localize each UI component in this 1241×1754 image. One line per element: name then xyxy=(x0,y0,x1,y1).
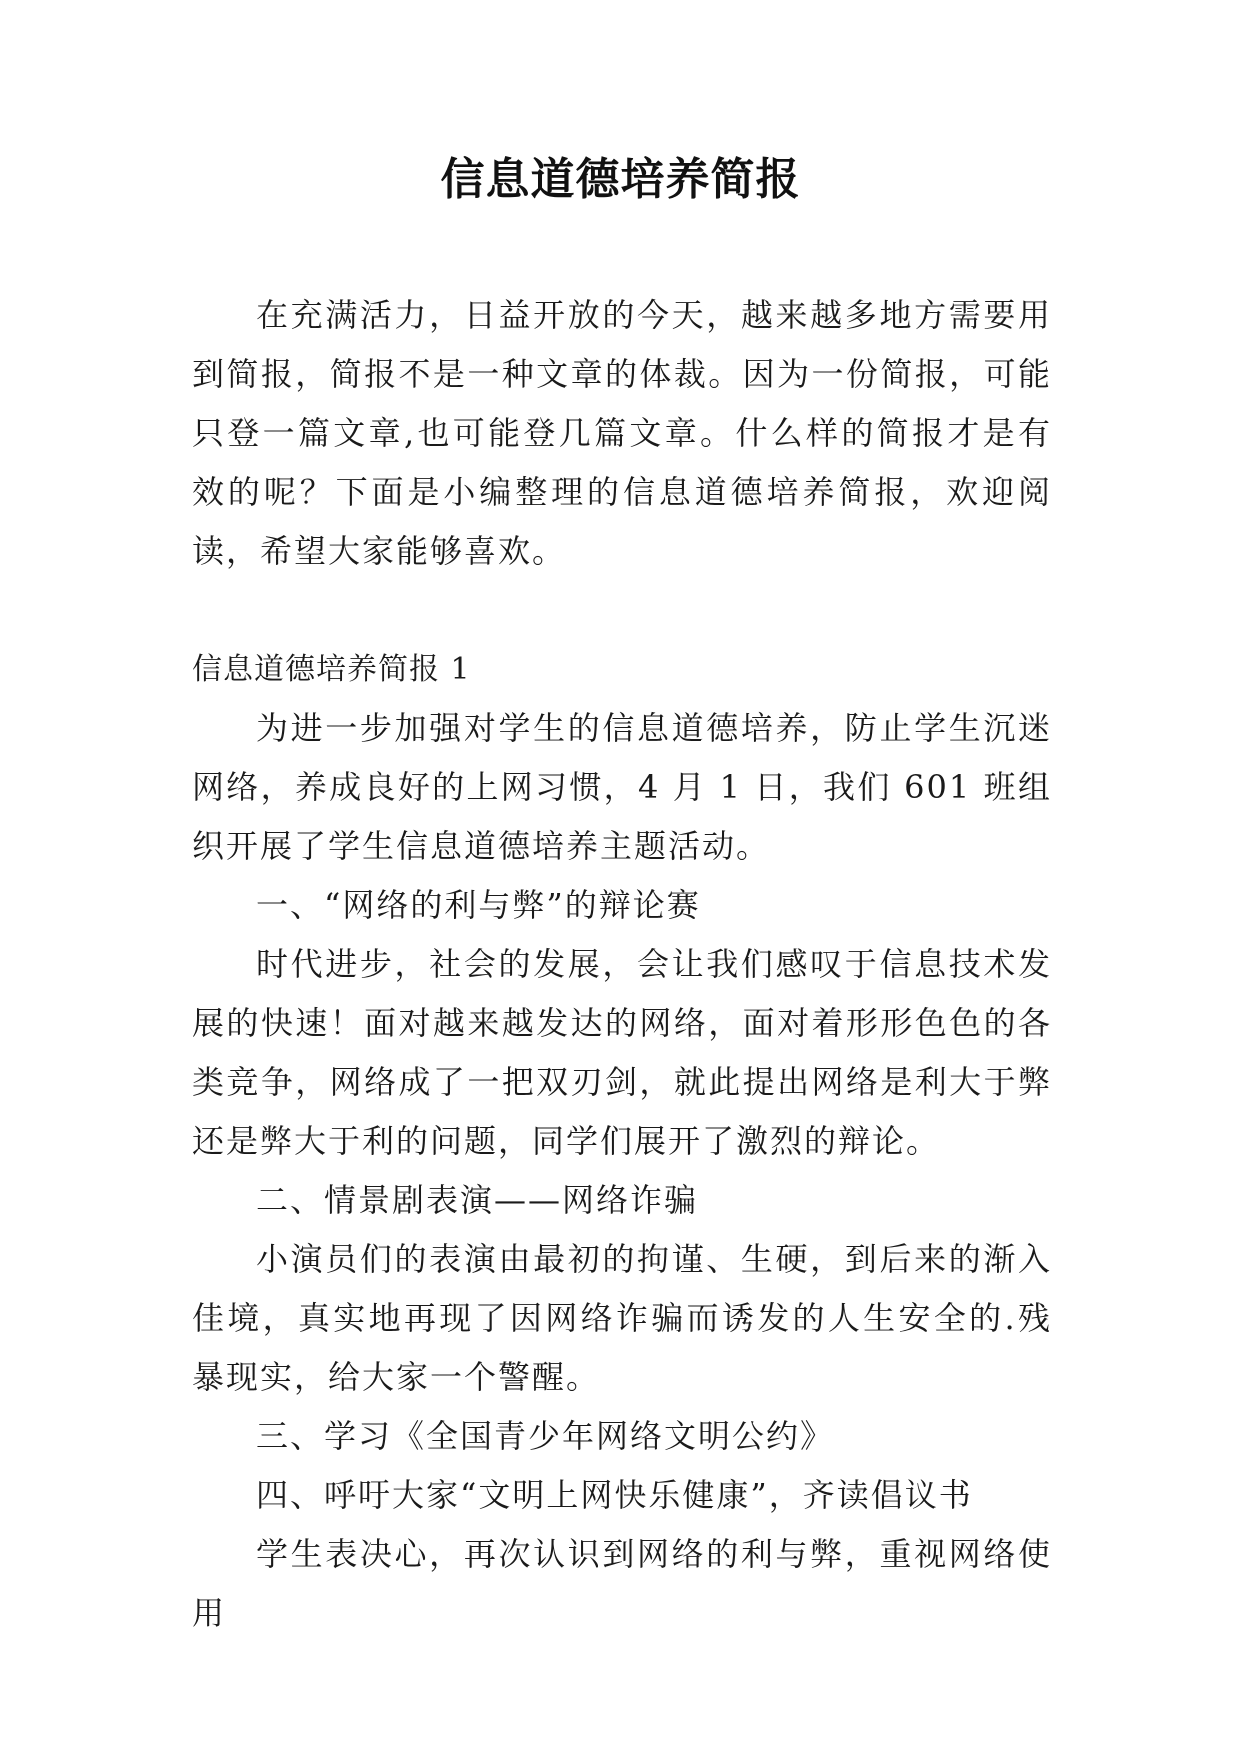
subheading-convention: 三、学习《全国青少年网络文明公约》 xyxy=(256,1417,835,1455)
subheading-drama: 二、情景剧表演——网络诈骗 xyxy=(256,1181,699,1219)
subheading-debate: 一、“网络的利与弊”的辩论赛 xyxy=(256,886,701,924)
paragraph-4: 学生表决心，再次认识到网络的利与弊，重视网络使用 xyxy=(192,1535,1052,1632)
spacer xyxy=(192,581,1052,640)
subheading-appeal: 四、呼吁大家“文明上网快乐健康”，齐读倡议书 xyxy=(256,1476,973,1514)
document-body xyxy=(192,286,1052,1643)
document-title: 信息道德培养简报 xyxy=(440,154,801,205)
paragraph-2: 时代进步，社会的发展，会让我们感叹于信息技术发展的快速！面对越来越发达的网络，面对着形形色色的各类竞争，网络成了一把双刃剑，就此提出网络是利大于弊还是弊大于利的问题，同学们展开了激烈的辩论。 xyxy=(192,945,1052,1160)
section-heading: 信息道德培养简报 1 xyxy=(192,652,471,687)
paragraph-3: 小演员们的表演由最初的拘谨、生硬，到后来的渐入佳境，真实地再现了因网络诈骗而诱发的人生安全的.残暴现实，给大家一个警醒。 xyxy=(192,1240,1052,1396)
intro-paragraph: 在充满活力，日益开放的今天，越来越多地方需要用到简报，简报不是一种文章的体裁。因为一份简报，可能只登一篇文章,也可能登几篇文章。什么样的简报才是有效的呢？下面是小编整理的信息道德培养简报，欢迎阅读，希望大家能够喜欢。 xyxy=(192,296,1052,570)
paragraph-1: 为进一步加强对学生的信息道德培养，防止学生沉迷网络，养成良好的上网习惯，4 月 1 日，我们 601 班组织开展了学生信息道德培养主题活动。 xyxy=(192,709,1052,865)
